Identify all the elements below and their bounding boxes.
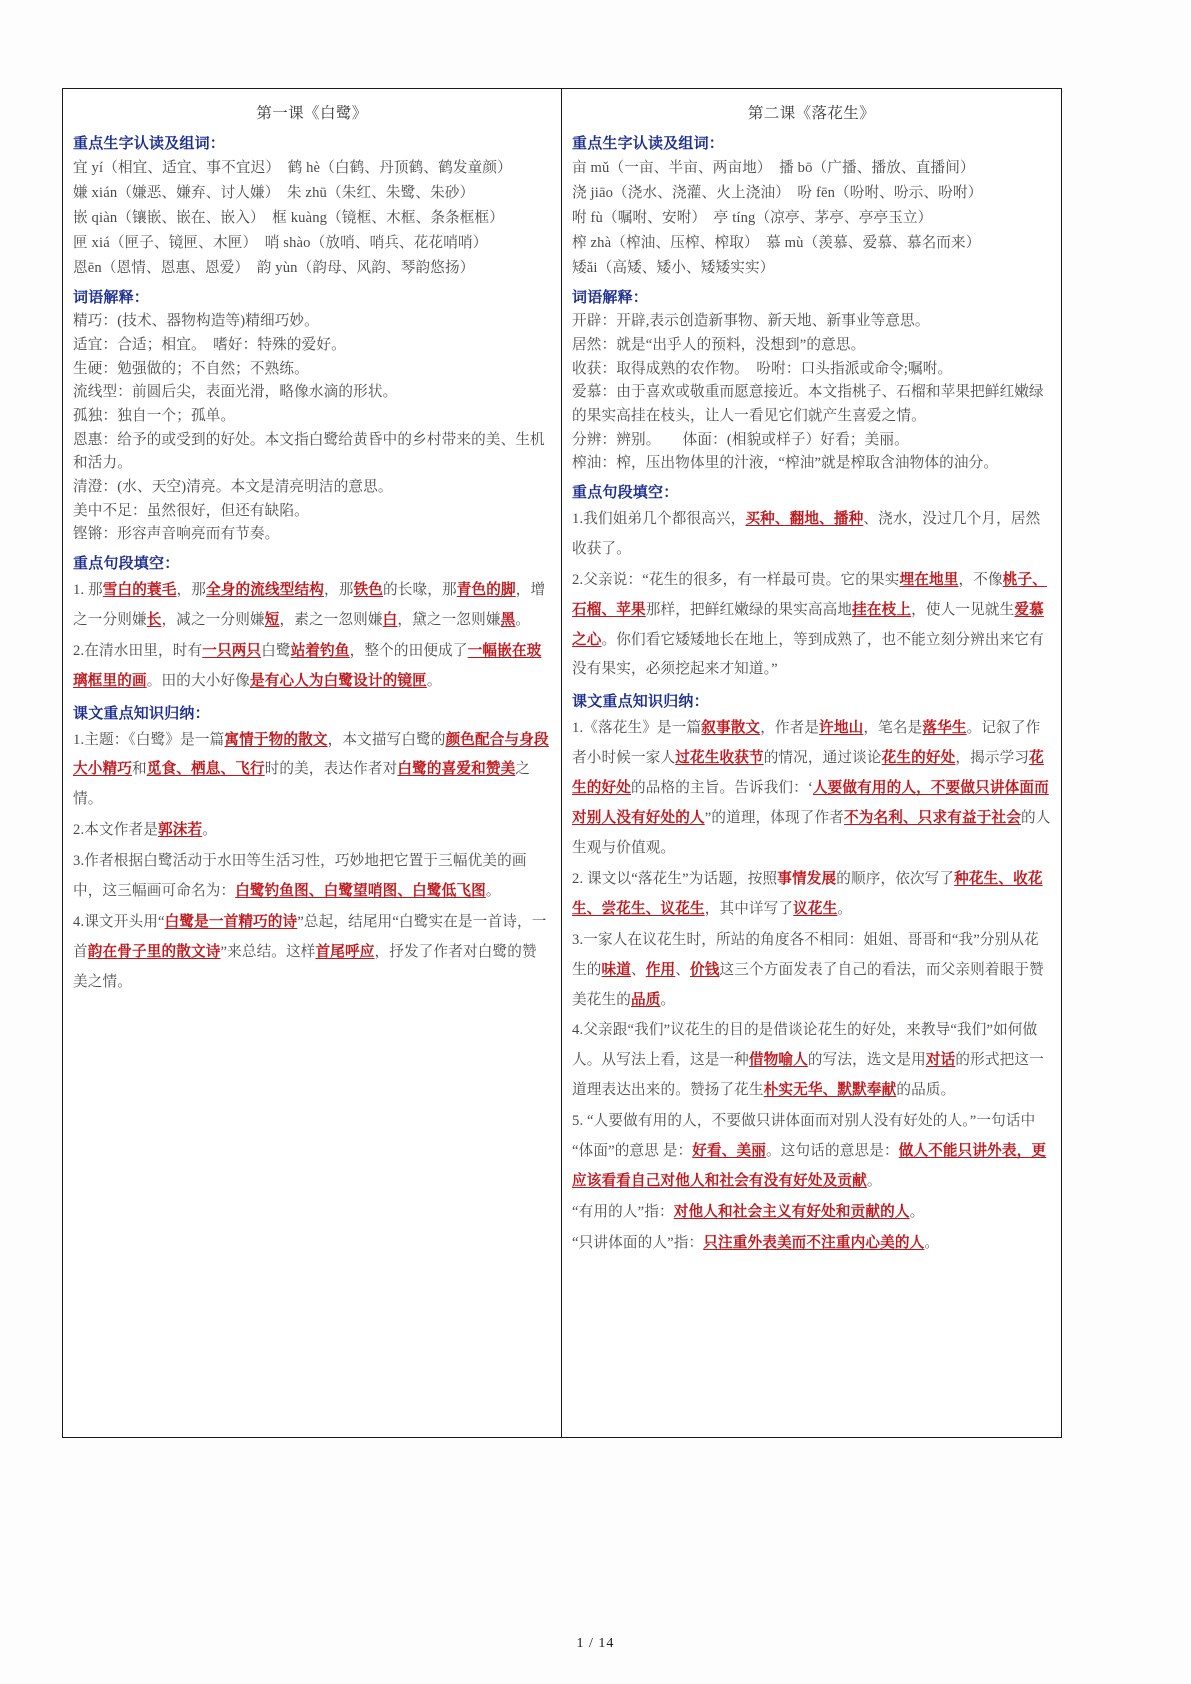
content-paragraph bbox=[73, 576, 551, 636]
highlighted-key-phrase: 桃子、石榴、苹果 bbox=[572, 571, 1047, 618]
body-text: ，作者是 bbox=[760, 720, 820, 737]
section-heading-characters-left: 重点生字认读及组词： bbox=[73, 136, 226, 152]
text-line: 孤独：独自一个；孤单。 bbox=[73, 408, 236, 425]
two-column-table bbox=[62, 88, 1062, 1438]
body-text: 的人生观与价值观。 bbox=[572, 810, 1051, 857]
body-text: 的情况，通过谈论 bbox=[763, 750, 882, 767]
character-list-left bbox=[73, 156, 551, 281]
highlighted-key-phrase: 铁色 bbox=[353, 581, 383, 598]
text-line: 适宜：合适；相宜。 嗜好：特殊的爱好。 bbox=[73, 337, 346, 354]
text-line: 流线型：前圆后尖，表面光滑，略像水滴的形状。 bbox=[73, 384, 398, 401]
body-text: 3.作者根据白鹭活动于水田等生活习性，巧妙地把它置于三幅优美的画中，这三幅画可命名为： bbox=[73, 853, 527, 900]
body-text: 时的美，表达作者对 bbox=[264, 761, 398, 778]
body-text: 4.父亲跟“我们”议花生的目的是借谈论花生的好处，来教导“我们”如何做人。从写法上看，这是一种 bbox=[572, 1022, 1038, 1069]
highlighted-key-phrase: 首尾呼应 bbox=[315, 943, 375, 960]
highlighted-key-phrase: 站着钓鱼 bbox=[290, 642, 350, 659]
body-text: ，增之一分则嫌 bbox=[73, 581, 546, 628]
highlighted-key-phrase: 好看、美丽 bbox=[692, 1143, 766, 1160]
content-paragraph bbox=[572, 1107, 1051, 1197]
highlighted-key-phrase: 白 bbox=[382, 611, 398, 628]
content-paragraph bbox=[572, 714, 1051, 864]
content-paragraph bbox=[572, 1016, 1051, 1106]
text-line: 榨油：榨，压出物体里的汁液，“榨油”就是榨取含油物体的油分。 bbox=[572, 455, 999, 472]
body-text: ，那 bbox=[176, 581, 207, 598]
text-line: 生硬：勉强做的；不自然；不熟练。 bbox=[73, 360, 309, 377]
body-text: 的品格的主旨。告诉我们：‘ bbox=[630, 780, 813, 797]
highlighted-key-phrase: 觅食、栖息、飞行 bbox=[146, 761, 265, 778]
body-text: ，使人一见就生 bbox=[911, 601, 1015, 618]
column-lesson-two bbox=[562, 89, 1061, 1437]
body-text: 白鹭 bbox=[261, 642, 291, 659]
body-text: ，减之一分则嫌 bbox=[161, 611, 265, 628]
body-text: ，笔名是 bbox=[863, 720, 923, 737]
highlighted-key-phrase: 对话 bbox=[925, 1052, 956, 1069]
word-explanation-list-left bbox=[73, 310, 551, 546]
highlighted-key-phrase: 朴实无华、默默奉献 bbox=[763, 1082, 897, 1099]
body-text: 的写法，选文是用 bbox=[807, 1052, 926, 1069]
text-line: 铿锵：形容声音响亮而有节奏。 bbox=[73, 526, 280, 543]
body-text: “有用的人”指： bbox=[572, 1203, 674, 1220]
highlighted-key-phrase: 品质 bbox=[630, 991, 661, 1008]
text-line: 浇 jiāo（浇水、浇灌、火上浇油） 吩 fēn（吩咐、吩示、吩咐） bbox=[572, 185, 983, 202]
highlighted-key-phrase: 只注重外表美而不注重内心美的人 bbox=[703, 1234, 925, 1251]
content-paragraph bbox=[572, 1198, 1051, 1228]
section-heading-summary-right: 课文重点知识归纳： bbox=[572, 694, 709, 711]
body-text: 。 bbox=[909, 1203, 925, 1220]
body-text: 2.本文作者是 bbox=[73, 822, 158, 839]
highlighted-key-phrase: 长 bbox=[146, 611, 162, 628]
page-number: 1 / 14 bbox=[576, 1636, 615, 1651]
body-text: 。 bbox=[485, 883, 501, 900]
body-text: 。这句话的意思是： bbox=[766, 1143, 899, 1160]
body-text: 。 bbox=[426, 672, 442, 689]
text-line: 居然：就是“出乎人的预料，没想到”的意思。 bbox=[572, 337, 866, 354]
body-text: 这三个方面发表了自己的看法，而父亲则着眼于赞美花生的 bbox=[572, 961, 1044, 1008]
highlighted-key-phrase: 花生的好处 bbox=[881, 750, 956, 767]
highlighted-key-phrase: 借物喻人 bbox=[748, 1052, 808, 1069]
body-text: 和 bbox=[131, 761, 147, 778]
text-line: 开辟：开辟,表示创造新事物、新天地、新事业等意思。 bbox=[572, 313, 930, 330]
content-paragraph bbox=[572, 1229, 1051, 1259]
text-line: 嫌 xián（嫌恶、嫌弃、讨人嫌） 朱 zhū（朱红、朱鹭、朱砂） bbox=[73, 185, 475, 202]
text-line: 嵌 qiàn（镶嵌、嵌在、嵌入） 框 kuàng（镜框、木框、条条框框） bbox=[73, 210, 505, 227]
highlighted-key-phrase: 白鹭是一首精巧的诗 bbox=[164, 913, 298, 930]
highlighted-key-phrase: 味道 bbox=[601, 961, 631, 978]
body-text: 2. 课文以“落花生”为话题，按照 bbox=[572, 870, 778, 887]
highlighted-key-phrase: 过花生收获节 bbox=[675, 750, 764, 767]
section-heading-words-right: 词语解释： bbox=[572, 290, 649, 307]
body-text: 。田的大小好像 bbox=[146, 672, 250, 689]
body-text: ，其中详写了 bbox=[704, 900, 794, 917]
summary-list-left bbox=[73, 726, 551, 998]
body-text: 的长喙，那 bbox=[382, 581, 457, 598]
highlighted-key-phrase: 花生的好处 bbox=[572, 750, 1044, 797]
text-line: 宜 yí（相宜、适宜、事不宜迟） 鹤 hè（白鹤、丹顶鹤、鹤发童颜） bbox=[73, 160, 512, 176]
highlighted-key-phrase: 白鹭钓鱼图、白鹭望哨图、白鹭低飞图 bbox=[235, 883, 486, 900]
body-text: ，本文描写白鹭的 bbox=[327, 731, 446, 748]
column-lesson-one bbox=[63, 89, 562, 1437]
body-text: 那样，把鲜红嫩绿的果实高高地 bbox=[645, 601, 853, 618]
text-line: 分辨：辨别。 体面：(相貌或样子）好看；美丽。 bbox=[572, 431, 909, 448]
body-text: 。 bbox=[660, 991, 676, 1008]
section-heading-summary-left: 课文重点知识归纳： bbox=[73, 705, 210, 722]
highlighted-key-phrase: 颜色配合与身段大小精巧 bbox=[73, 731, 549, 778]
lesson-title-left: 第一课《白鹭》 bbox=[256, 105, 368, 122]
text-line: 美中不足：虽然很好，但还有缺陷。 bbox=[73, 502, 309, 519]
body-text: ，素之一忽则嫌 bbox=[279, 611, 383, 628]
body-text: 、 bbox=[631, 961, 646, 978]
highlighted-key-phrase: 许地山 bbox=[819, 720, 864, 737]
highlighted-key-phrase: 郭沫若 bbox=[157, 822, 203, 839]
body-text: ，揭示学习 bbox=[955, 750, 1030, 767]
body-text: 的顺序，依次写了 bbox=[836, 870, 955, 887]
highlighted-key-phrase: 人要做有用的人，不要做只讲体面而对别人没有好处的人 bbox=[572, 780, 1049, 827]
content-paragraph bbox=[572, 926, 1051, 1016]
body-text: ，整个的田便成了 bbox=[349, 642, 468, 659]
body-text: ”总起，结尾用“白鹭实在是一首诗，一首 bbox=[73, 913, 547, 960]
content-paragraph bbox=[73, 816, 551, 846]
body-text: 、 bbox=[675, 961, 690, 978]
highlighted-key-phrase: 雪白的蓑毛 bbox=[102, 581, 177, 598]
text-line: 咐 fù（嘱咐、安咐） 亭 tíng（凉亭、茅亭、亭亭玉立） bbox=[572, 210, 933, 227]
fill-blank-list-left bbox=[73, 576, 551, 697]
body-text: 。 bbox=[866, 1172, 882, 1189]
fill-blank-list-right bbox=[572, 505, 1051, 685]
text-line: 榨 zhà（榨油、压榨、榨取） 慕 mù（羡慕、爱慕、慕名而来） bbox=[572, 235, 981, 252]
highlighted-key-phrase: 种花生、收花生、尝花生、议花生 bbox=[572, 870, 1043, 917]
highlighted-key-phrase: 一只两只 bbox=[202, 642, 262, 659]
highlighted-key-phrase: 韵在骨子里的散文诗 bbox=[87, 943, 221, 960]
highlighted-key-phrase: 白鹭的喜爱和赞美 bbox=[397, 761, 516, 778]
highlighted-key-phrase: 爱慕之心 bbox=[572, 601, 1044, 648]
body-text: ”的道理，体现了作者 bbox=[704, 810, 845, 827]
highlighted-key-phrase: 落华生 bbox=[922, 720, 967, 737]
text-line: 亩 mǔ（一亩、半亩、两亩地） 播 bō（广播、播放、直播间） bbox=[572, 160, 975, 176]
highlighted-key-phrase: 价钱 bbox=[690, 961, 720, 978]
content-paragraph bbox=[73, 908, 551, 998]
body-text: 。你们看它矮矮地长在地上，等到成熟了，也不能立刻分辨出来它有没有果实，必须挖起来才知道。” bbox=[572, 631, 1044, 678]
highlighted-key-phrase: 作用 bbox=[645, 961, 676, 978]
body-text: 2.父亲说：“花生的很多，有一样最可贵。它的果实 bbox=[572, 571, 900, 588]
section-heading-words-left: 词语解释： bbox=[73, 290, 150, 307]
highlighted-key-phrase: 埋在地里 bbox=[899, 571, 959, 588]
word-explanation-list-right bbox=[572, 310, 1051, 475]
body-text: 的形式把这一道理表达出来的。赞扬了花生 bbox=[572, 1052, 1044, 1099]
body-text: 4.课文开头用“ bbox=[73, 913, 165, 930]
content-paragraph bbox=[73, 637, 551, 697]
content-paragraph bbox=[572, 566, 1051, 686]
body-text: “只讲体面的人”指： bbox=[572, 1234, 704, 1251]
body-text: ”来总结。这样 bbox=[220, 943, 316, 960]
text-line: 恩惠：给予的或受到的好处。本文指白鹭给黄昏中的乡村带来的美、生机和活力。 bbox=[73, 431, 545, 472]
body-text: 5. “人要做有用的人，不要做只讲体面而对别人没有好处的人。”一句话中“体面”的意思 是： bbox=[572, 1113, 1036, 1160]
highlighted-key-phrase: 买种、翻地、播种 bbox=[745, 510, 864, 527]
body-text: 1.我们姐弟几个都很高兴， bbox=[572, 510, 746, 527]
highlighted-key-phrase: 全身的流线型结构 bbox=[206, 581, 324, 598]
body-text: ，抒发了作者对白鹭的赞美之情。 bbox=[73, 943, 537, 990]
character-list-right bbox=[572, 156, 1051, 281]
text-line: 爱慕：由于喜欢或敬重而愿意接近。本文指桃子、石榴和苹果把鲜红嫩绿的果实高挂在枝头，让人一看见它们就产生喜爱之情。 bbox=[572, 384, 1044, 425]
text-line: 清澄：(水、天空)清亮。本文是清亮明洁的意思。 bbox=[73, 478, 393, 495]
body-text: 3.一家人在议花生时，所站的角度各不相同：姐姐、哥哥和“我”分别从花生的 bbox=[572, 931, 1039, 978]
summary-list-right bbox=[572, 714, 1051, 1258]
body-text: ，那 bbox=[323, 581, 354, 598]
section-heading-characters-right: 重点生字认读及组词： bbox=[572, 136, 725, 152]
highlighted-key-phrase: 议花生 bbox=[793, 900, 838, 917]
highlighted-key-phrase: 一幅嵌在玻璃框里的画 bbox=[73, 642, 542, 689]
highlighted-key-phrase: 短 bbox=[264, 611, 280, 628]
content-paragraph bbox=[572, 505, 1051, 565]
body-text: 。 bbox=[202, 822, 217, 839]
body-text: 之情。 bbox=[73, 761, 531, 808]
content-paragraph bbox=[572, 865, 1051, 925]
text-line: 匣 xiá（匣子、镜匣、木匣） 哨 shào（放哨、哨兵、花花哨哨） bbox=[73, 235, 488, 252]
body-text: 1.《落花生》是一篇 bbox=[572, 720, 702, 737]
body-text: 。 bbox=[924, 1234, 940, 1251]
text-line: 矮ǎi（高矮、矮小、矮矮实实） bbox=[572, 260, 775, 277]
body-text: ，黛之一忽则嫌 bbox=[397, 611, 501, 628]
body-text: 。 bbox=[515, 611, 531, 628]
content-paragraph bbox=[73, 726, 551, 816]
body-text: 2.在清水田里，时有 bbox=[73, 642, 203, 659]
section-heading-fill-right: 重点句段填空： bbox=[572, 484, 679, 501]
body-text: 1. 那 bbox=[73, 581, 103, 598]
lesson-title-right: 第二课《落花生》 bbox=[747, 105, 876, 122]
highlighted-key-phrase: 黑 bbox=[500, 611, 516, 628]
body-text: 1.主题：《白鹭》是一篇 bbox=[73, 731, 225, 748]
body-text: 的品质。 bbox=[896, 1082, 956, 1099]
highlighted-key-phrase: 叙事散文 bbox=[701, 720, 761, 737]
text-line: 精巧：(技术、器物构造等)精细巧妙。 bbox=[73, 313, 319, 330]
section-heading-fill-left: 重点句段填空： bbox=[73, 555, 180, 572]
text-line: 收获：取得成熟的农作物。 吩咐：口头指派或命令;嘱咐。 bbox=[572, 360, 953, 377]
body-text: ，不像 bbox=[958, 571, 1003, 588]
highlighted-key-phrase: 挂在枝上 bbox=[852, 601, 912, 618]
body-text: 。 bbox=[837, 900, 853, 917]
highlighted-key-phrase: 是有心人为白鹭设计的镜匣 bbox=[249, 672, 427, 689]
highlighted-key-phrase: 寓情于物的散文 bbox=[224, 731, 328, 748]
highlighted-key-phrase: 不为名利、只求有益于社会 bbox=[844, 810, 1021, 827]
body-text: 、浇水，没过几个月，居然收获了。 bbox=[572, 510, 1041, 557]
content-paragraph bbox=[73, 847, 551, 907]
text-line: 恩ēn（恩情、恩惠、恩爱） 韵 yùn（韵母、风韵、琴韵悠扬） bbox=[73, 260, 475, 277]
emphasized-phrase: 事情发展 bbox=[777, 870, 837, 887]
highlighted-key-phrase: 青色的脚 bbox=[456, 581, 516, 598]
highlighted-key-phrase: 对他人和社会主义有好处和贡献的人 bbox=[673, 1203, 910, 1220]
highlighted-key-phrase: 做人不能只讲外表，更应该看看自己对他人和社会有没有好处及贡献 bbox=[572, 1143, 1047, 1189]
body-text: 。记叙了作者小时候一家人 bbox=[572, 720, 1041, 767]
